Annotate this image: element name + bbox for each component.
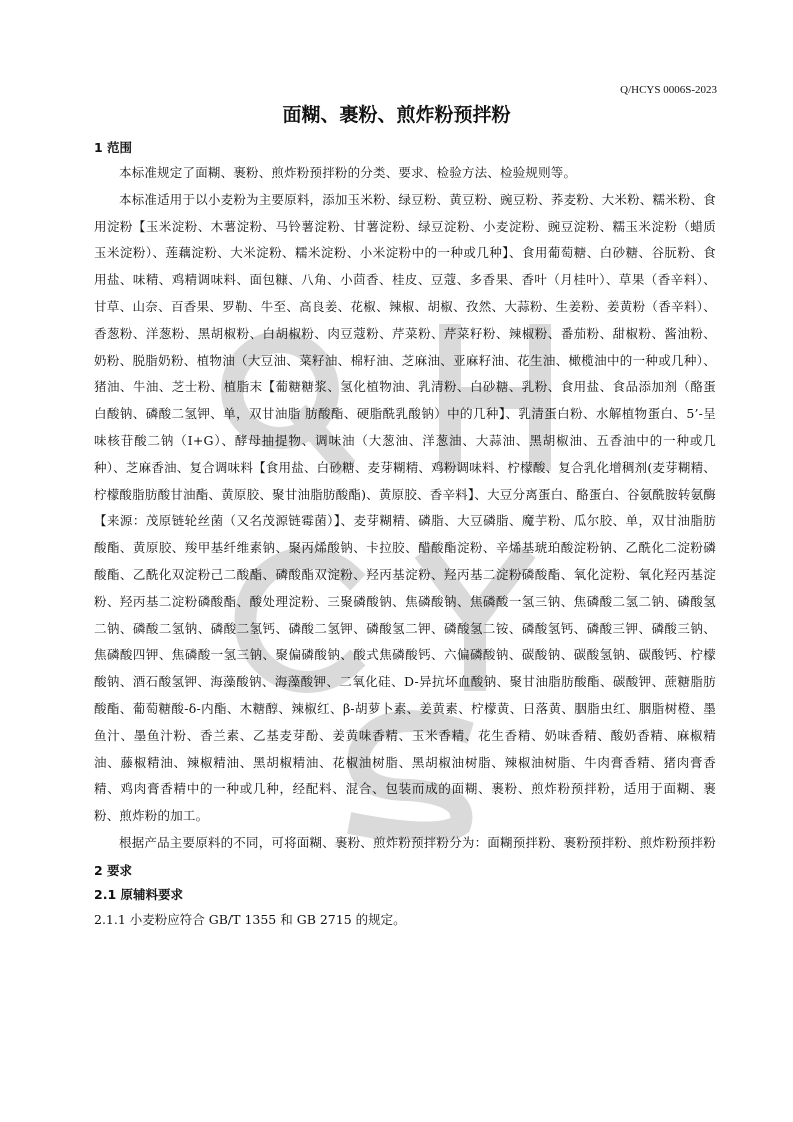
section-heading-scope: 1 范围 xyxy=(94,140,133,155)
scope-paragraph: 根据产品主要原料的不同，可将面糊、裹粉、煎炸粉预拌粉分为：面糊预拌粉、裹粉预拌粉、煎炸粉预拌粉 xyxy=(119,834,716,850)
scope-paragraph: 本标准适用于以小麦粉为主要原料，添加玉米粉、绿豆粉、黄豆粉、豌豆粉、荞麦粉、大米粉、糯米粉、食用淀粉【玉米淀粉、木薯淀粉、马铃薯淀粉、甘薯淀粉、绿豆淀粉、小麦淀粉、豌豆淀粉、糯玉米淀粉（蜡质玉米淀粉）、莲藕淀粉、大米淀粉、糯米淀粉、小米淀粉中的一种或几种】、食用葡萄糖、白砂糖、谷朊粉、食用盐、味精、鸡精调味料、面包糠、八角、小茴香、桂皮、豆蔻、多香果、香叶（月桂叶）、草果（香辛料）、甘草、山奈、百香果、罗勒、牛至、高良姜、花椒、辣椒、胡椒、孜然、大蒜粉、生姜粉、姜黄粉（香辛料）、香葱粉、洋葱粉、黑胡椒粉、白胡椒粉、肉豆蔻粉、芹菜粉、芹菜籽粉、辣椒粉、番茄粉、甜椒粉、酱油粉、奶粉、脱脂奶粉、植物油（大豆油、菜籽油、棉籽油、芝麻油、亚麻籽油、花生油、橄榄油中的一种或几种）、猪油、牛油、芝士粉、植脂末【葡糖糖浆、氢化植物油、乳清粉、白砂糖、乳粉、食用盐、食品添加剂（酪蛋白酸钠、磷酸二氢钾、单，双甘油脂 肪酸酯、硬脂酰乳酸钠）中的几种】、乳清蛋白粉、水解植物蛋白、5’-呈味核苷酸二钠（I+G）、酵母抽提物、调味油（大葱油、洋葱油、大蒜油、黑胡椒油、五香油中的一种或几种）、芝麻香油、复合调味料【食用盐、白砂糖、麦芽糊精、鸡粉调味料、柠檬酸、复合乳化增稠剂(麦芽糊精、柠檬酸脂肪酸甘油酯、黄原胶、聚甘油脂肪酸酯)、黄原胶、香辛料】、大豆分离蛋白、酪蛋白、谷氨酰胺转氨酶【来源：茂原链轮丝菌（又名茂源链霉菌）】、麦芽糊精、磷脂、大豆磷脂、魔芋粉、瓜尔胶、单，双甘油脂肪酸酯、黄原胶、羧甲基纤维素钠、聚丙烯酸钠、卡拉胶、醋酸酯淀粉、辛烯基琥珀酸淀粉钠、乙酰化二淀粉磷酸酯、乙酰化双淀粉己二酸酯、磷酸酯双淀粉、羟丙基淀粉、羟丙基二淀粉磷酸酯、氧化淀粉、氧化羟丙基淀粉、羟丙基二淀粉磷酸酯、酸处理淀粉、三聚磷酸钠、焦磷酸钠、焦磷酸一氢三钠、焦磷酸二氢二钠、磷酸氢二钠、磷酸二氢钠、磷酸二氢钙、磷酸二氢钾、磷酸氢二钾、磷酸氢二铵、磷酸氢钙、磷酸三钾、磷酸三钠、焦磷酸四钾、焦磷酸一氢三钠、聚偏磷酸钠、酸式焦磷酸钙、六偏磷酸钠、碳酸钠、碳酸氢钠、碳酸钙、柠檬酸钠、酒石酸氢钾、海藻酸钠、海藻酸钾、二氧化硅、D-异抗坏血酸钠、聚甘油脂肪酸酯、碳酸钾、蔗糖脂肪酸酯、葡萄糖酸-δ-内酯、木糖醇、辣椒红、β-胡萝卜素、姜黄素、柠檬黄、日落黄、胭脂虫红、胭脂树橙、墨鱼汁、墨鱼汁粉、香兰素、乙基麦芽酚、姜黄味香精、玉米香精、花生香精、奶味香精、酸奶香精、麻椒精油、藤椒精油、辣椒精油、黑胡椒精油、花椒油树脂、黑胡椒油树脂、辣椒油树脂、牛肉膏香精、猪肉膏香精、鸡肉膏香精中的一种或几种，经配料、混合、包装而成的面糊、裹粉、煎炸粉预拌粉，适用于面糊、裹粉、煎炸粉的加工。 xyxy=(94,191,716,824)
subsection-heading-raw-materials: 2.1 原辅料要求 xyxy=(94,886,183,902)
standard-code: Q/HCYS 0006S-2023 xyxy=(620,84,717,96)
document-title: 面糊、裹粉、煎炸粉预拌粉 xyxy=(282,104,511,126)
clause-2-1-1: 2.1.1 小麦粉应符合 GB/T 1355 和 GB 2715 的规定。 xyxy=(94,911,406,927)
section-heading-requirements: 2 要求 xyxy=(94,862,133,878)
scope-paragraph: 本标准规定了面糊、裹粉、煎炸粉预拌粉的分类、要求、检验方法、检验规则等。 xyxy=(119,165,577,180)
document-body xyxy=(94,136,716,933)
